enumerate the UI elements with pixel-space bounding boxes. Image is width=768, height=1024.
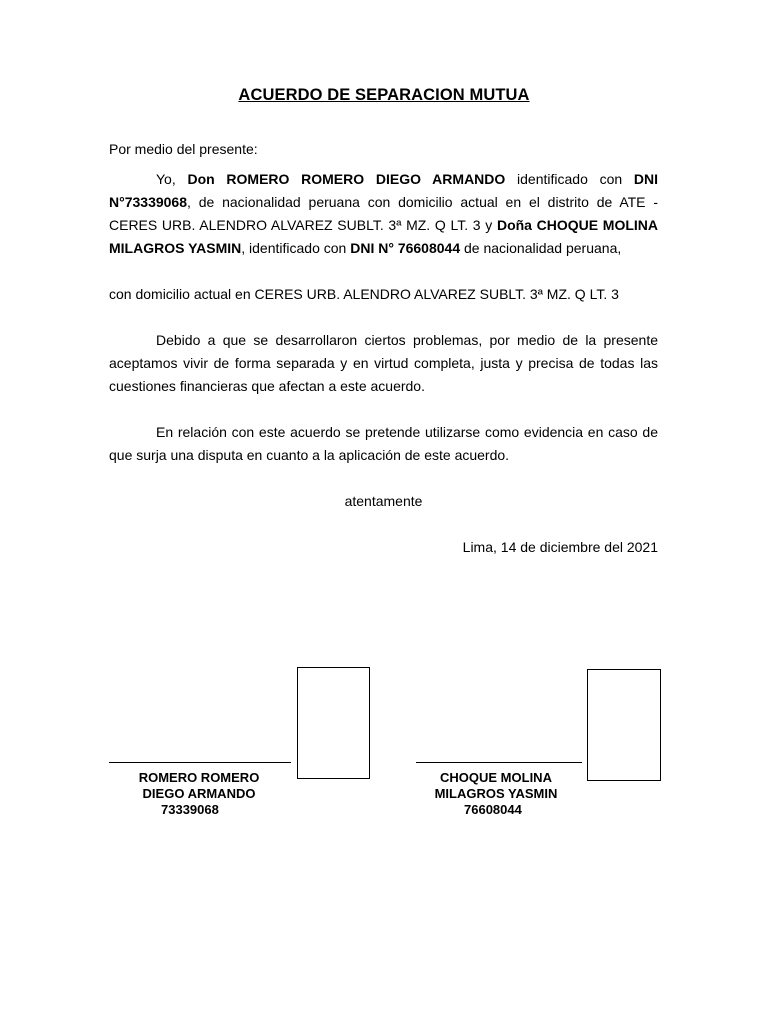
closing-text: atentamente <box>344 493 423 509</box>
signer-2-name-line2: MILAGROS YASMIN <box>434 786 558 801</box>
party1-address: , de nacionalidad peruana con domicilio actual en el distrito de ATE - CERES URB. ALENDRO ALVAREZ SUBLT. 3ª MZ. Q LT. 3 y <box>109 194 658 233</box>
signer-2-name-line1: CHOQUE MOLINA <box>440 770 552 785</box>
party1-text: identificado con <box>505 171 634 187</box>
document-title: ACUERDO DE SEPARACION MUTUA <box>238 86 530 104</box>
party2-dni: DNI N° 76608044 <box>350 240 461 256</box>
party1-dni: DNI N°73339068 <box>109 171 658 210</box>
signature-line-2 <box>416 762 582 763</box>
signer-1-name <box>109 770 289 802</box>
party2-nationality: de nacionalidad peruana, <box>460 240 622 256</box>
reason-paragraph: Debido a que se desarrollaron ciertos problemas, por medio de la presente aceptamos vivir de forma separada y en virtud completa, justa y precisa de todas las cuestiones financieras que afectan a este acuerdo. <box>109 332 658 394</box>
party1-name: Don ROMERO ROMERO DIEGO ARMANDO <box>187 171 506 187</box>
fingerprint-box-2 <box>587 669 661 781</box>
signer-2-name <box>408 770 584 802</box>
greeting-text: Por medio del presente: <box>109 141 258 157</box>
signer-2-dni: 76608044 <box>464 802 522 817</box>
signer-1-name-line1: ROMERO ROMERO <box>138 770 260 785</box>
signer-1-dni: 73339068 <box>161 802 219 817</box>
intro-text: Yo, <box>156 171 188 187</box>
signer-1-name-line2: DIEGO ARMANDO <box>142 786 256 801</box>
date-line: Lima, 14 de diciembre del 2021 <box>462 539 658 555</box>
evidence-paragraph: En relación con este acuerdo se pretende utilizarse como evidencia en caso de que surja una disputa en cuanto a la aplicación de este acuerdo. <box>109 424 658 463</box>
signature-line-1 <box>109 762 291 763</box>
parties-paragraph <box>109 168 658 260</box>
party2-text: , identificado con <box>241 240 351 256</box>
party2-name: Doña CHOQUE MOLINA MILAGROS YASMIN <box>109 217 658 256</box>
fingerprint-box-1 <box>297 667 370 779</box>
party2-address: con domicilio actual en CERES URB. ALENDRO ALVAREZ SUBLT. 3ª MZ. Q LT. 3 <box>109 286 619 302</box>
